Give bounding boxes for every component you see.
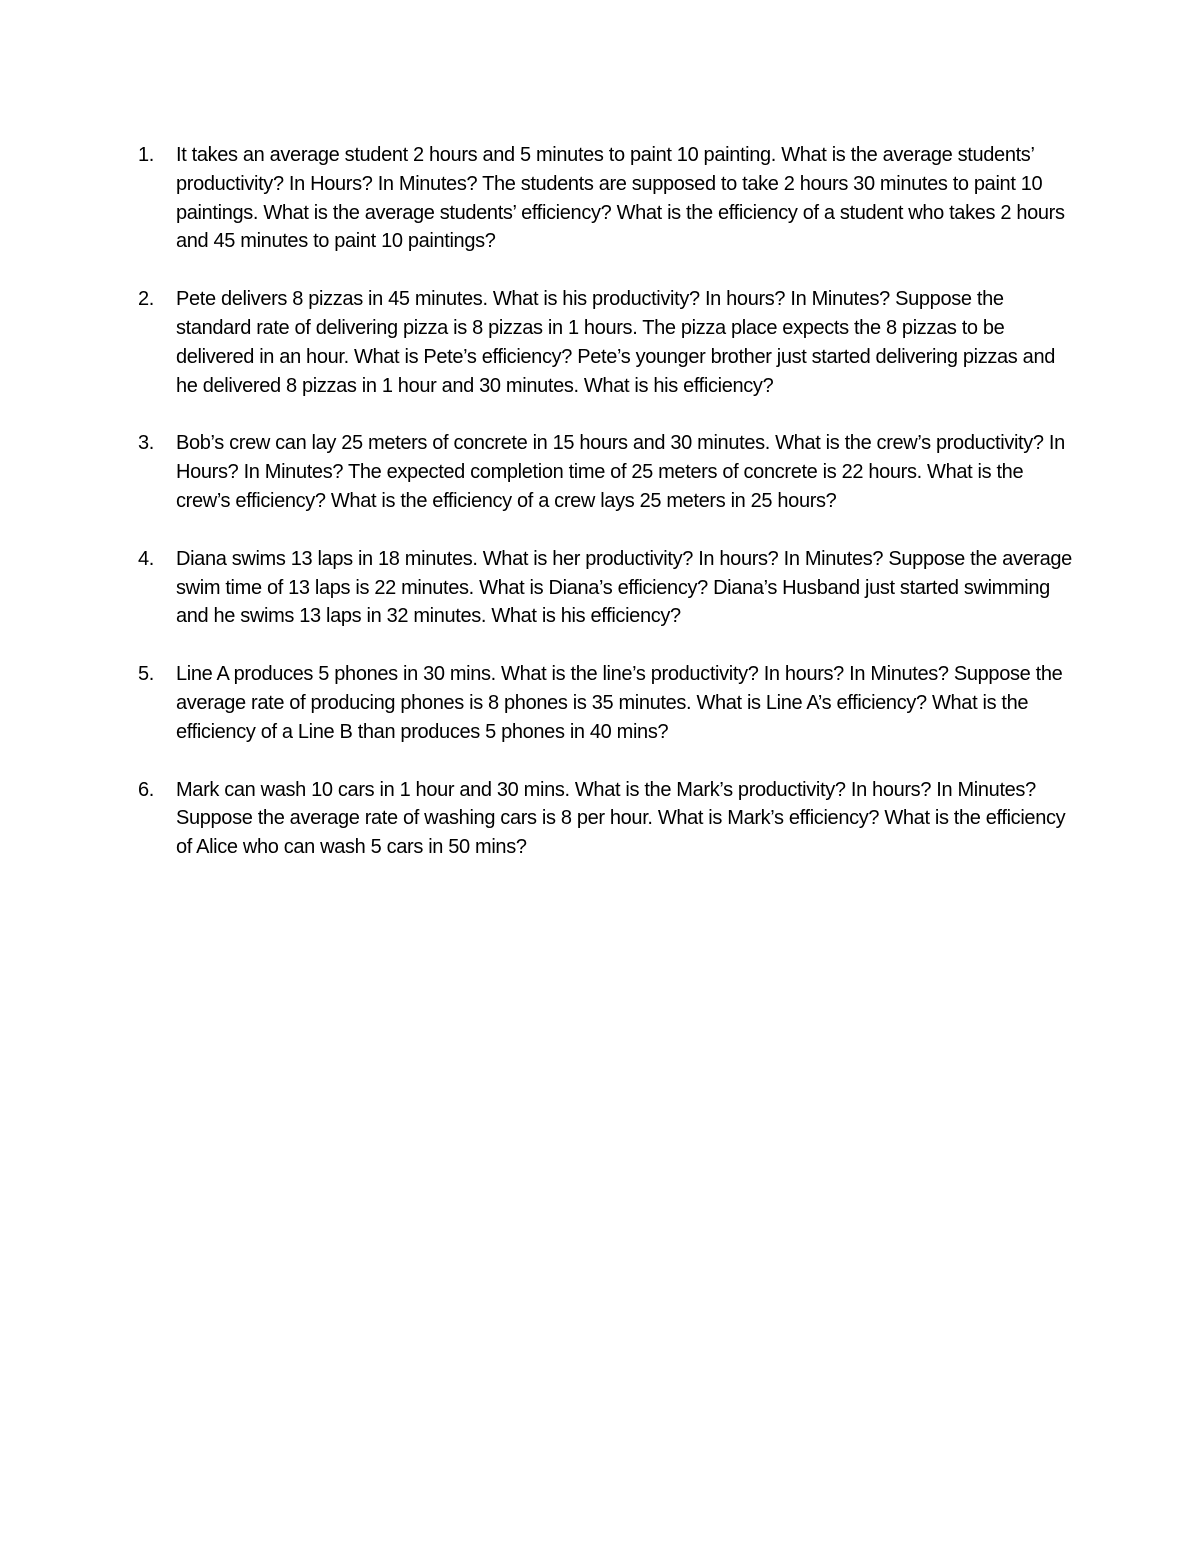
problem-number: 5.: [138, 663, 154, 686]
problem-text: It takes an average student 2 hours and 5 minutes to paint 10 painting. What is the average students’ productivity? In Hours? In Minutes? The students are supposed to take 2 hours 30 minutes to paint 10 paintings. What is the average students’ efficiency? What is the efficiency of a student who takes 2 hours and 45 minutes to paint 10 paintings?: [176, 144, 1065, 253]
problem-item-1: [138, 141, 1078, 256]
problem-text: Bob’s crew can lay 25 meters of concrete in 15 hours and 30 minutes. What is the crew’s productivity? In Hours? In Minutes? The expected completion time of 25 meters of concrete is 22 hours. What is the crew’s efficiency? What is the efficiency of a crew lays 25 meters in 25 hours?: [176, 432, 1065, 512]
problem-number: 4.: [138, 547, 154, 570]
problem-item-5: [138, 660, 1078, 746]
problem-number: 3.: [138, 432, 154, 455]
problem-list: [138, 141, 1078, 891]
problem-text: Diana swims 13 laps in 18 minutes. What is her productivity? In hours? In Minutes? Suppose the average swim time of 13 laps is 22 minutes. What is Diana’s efficiency? Diana’s Husband just started swimming and he swims 13 laps in 32 minutes. What is his efficiency?: [176, 547, 1072, 628]
problem-number: 6.: [138, 778, 154, 801]
problem-text: Pete delivers 8 pizzas in 45 minutes. What is his productivity? In hours? In Minutes? Suppose the standard rate of delivering pizza is 8 pizzas in 1 hours. The pizza place expects the 8 pizzas to be delivered in an hour. What is Pete’s efficiency? Pete’s younger brother just started delivering pizzas and he delivered 8 pizzas in 1 hour and 30 minutes. What is his efficiency?: [176, 288, 1055, 397]
problem-number: 1.: [138, 144, 154, 166]
problem-item-4: [138, 545, 1078, 631]
problem-item-3: [138, 429, 1078, 515]
problem-number: 2.: [138, 288, 154, 311]
problem-text: Mark can wash 10 cars in 1 hour and 30 mins. What is the Mark’s productivity? In hours? In Minutes? Suppose the average rate of washing cars is 8 per hour. What is Mark’s efficiency? What is the efficiency of Alice who can wash 5 cars in 50 mins?: [176, 778, 1066, 859]
problem-text: Line A produces 5 phones in 30 mins. What is the line’s productivity? In hours? In Minutes? Suppose the average rate of producing phones is 8 phones is 35 minutes. What is Line A’s efficiency? What is the efficiency of a Line B than produces 5 phones in 40 mins?: [176, 663, 1063, 743]
problem-item-2: [138, 285, 1078, 400]
problem-item-6: [138, 776, 1078, 862]
